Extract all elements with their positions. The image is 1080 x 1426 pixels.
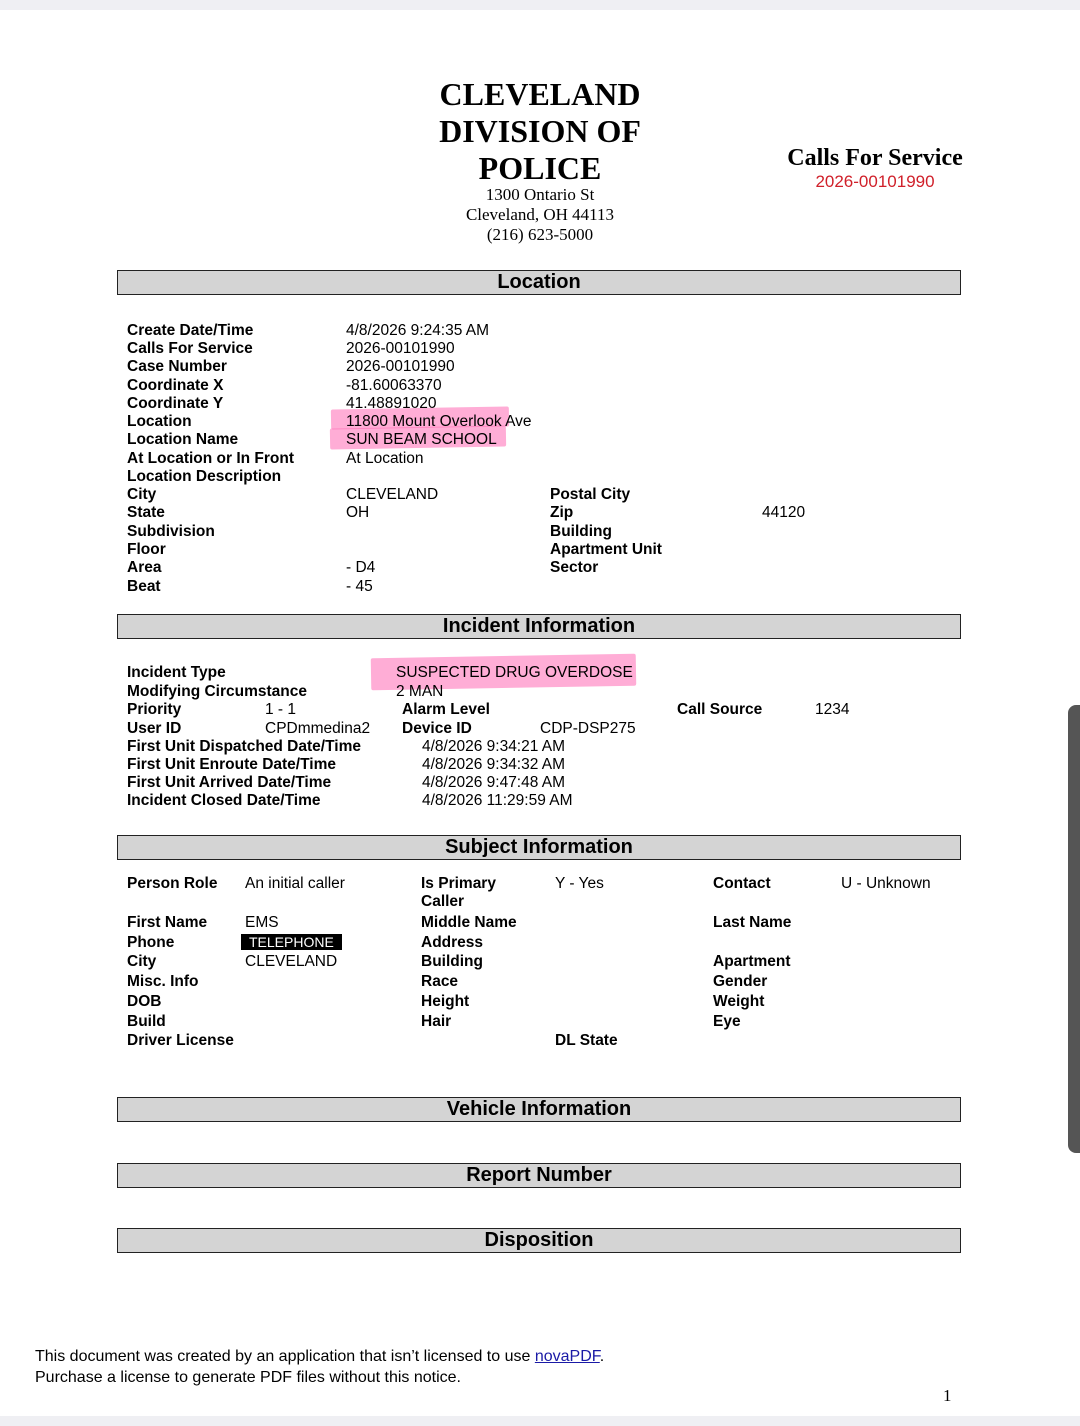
section-subject: Subject Information [117, 835, 961, 860]
label-apartment: Apartment [713, 953, 791, 970]
phone-number: (216) 623-5000 [486, 225, 594, 244]
value-calls-for-service: 2026-00101990 [346, 340, 455, 357]
value-closed: 4/8/2026 11:29:59 AM [422, 792, 573, 809]
label-contact: Contact [713, 875, 771, 892]
label-coordinate-y: Coordinate Y [127, 395, 224, 412]
label-at-location: At Location or In Front [127, 450, 295, 467]
label-user-id: User ID [127, 720, 182, 737]
value-location: 11800 Mount Overlook Ave [346, 413, 532, 430]
label-incident-type: Incident Type [127, 664, 226, 681]
value-person-role: An initial caller [245, 875, 345, 892]
label-location-name: Location Name [127, 431, 239, 448]
org-line3: POLICE [478, 150, 602, 186]
value-phone-redacted [241, 933, 342, 952]
label-gender: Gender [713, 973, 768, 990]
label-enroute: First Unit Enroute Date/Time [127, 756, 336, 773]
label-misc-info: Misc. Info [127, 973, 199, 990]
license-notice-text: This document was created by an application that isn’t licensed to use [35, 1348, 535, 1365]
value-arrived: 4/8/2026 9:47:48 AM [422, 774, 566, 791]
section-location: Location [117, 270, 961, 295]
value-create-datetime: 4/8/2026 9:24:35 AM [346, 322, 490, 339]
value-user-id: CPDmmedina2 [265, 720, 371, 737]
label-person-role: Person Role [127, 875, 218, 892]
value-enroute: 4/8/2026 9:34:32 AM [422, 756, 566, 773]
value-city: CLEVELAND [346, 486, 439, 503]
value-at-location: At Location [346, 450, 424, 467]
license-notice-line1 [35, 1346, 604, 1367]
value-modifying-circumstance: 2 MAN [396, 683, 444, 700]
novapdf-link[interactable]: novaPDF [534, 1348, 600, 1365]
value-subject-city: CLEVELAND [245, 953, 338, 970]
label-subject-city: City [127, 953, 157, 970]
label-location-description: Location Description [127, 468, 282, 485]
label-weight: Weight [713, 993, 765, 1010]
label-subdivision: Subdivision [127, 523, 215, 540]
license-notice-period: . [599, 1348, 605, 1365]
value-beat: - 45 [346, 578, 373, 595]
label-first-name: First Name [127, 914, 208, 931]
label-building: Building [550, 523, 612, 540]
document-title: Calls For Service [787, 145, 963, 171]
label-device-id: Device ID [402, 720, 472, 737]
label-area: Area [127, 559, 162, 576]
section-disposition: Disposition [117, 1228, 961, 1253]
label-calls-for-service: Calls For Service [127, 340, 253, 357]
value-first-name: EMS [245, 914, 279, 931]
label-zip: Zip [550, 504, 574, 521]
section-incident: Incident Information [117, 614, 961, 639]
label-hair: Hair [421, 1013, 452, 1030]
section-vehicle: Vehicle Information [117, 1097, 961, 1122]
label-postal-city: Postal City [550, 486, 631, 503]
label-dob: DOB [127, 993, 162, 1010]
label-priority: Priority [127, 701, 182, 718]
label-coordinate-x: Coordinate X [127, 377, 224, 394]
label-is-primary: Is Primary [421, 875, 496, 892]
org-line2: DIVISION OF [439, 113, 641, 149]
value-zip: 44120 [762, 504, 806, 521]
label-driver-license: Driver License [127, 1032, 234, 1049]
label-middle-name: Middle Name [421, 914, 517, 931]
page-number: 1 [943, 1386, 952, 1405]
label-create-datetime: Create Date/Time [127, 322, 254, 339]
address-line1: 1300 Ontario St [485, 185, 595, 204]
label-alarm-level: Alarm Level [402, 701, 490, 718]
org-name [380, 76, 700, 187]
label-is-primary-caller: Caller [421, 893, 465, 910]
label-build: Build [127, 1013, 166, 1030]
label-phone: Phone [127, 934, 175, 951]
label-height: Height [421, 993, 470, 1010]
org-line1: CLEVELAND [439, 76, 641, 112]
scrollbar[interactable] [1068, 705, 1080, 1153]
value-case-number: 2026-00101990 [346, 358, 455, 375]
value-state: OH [346, 504, 370, 521]
value-coordinate-x: -81.60063370 [346, 377, 442, 394]
label-eye: Eye [713, 1013, 741, 1030]
label-arrived: First Unit Arrived Date/Time [127, 774, 332, 791]
document-number: 2026-00101990 [815, 172, 935, 191]
label-city: City [127, 486, 157, 503]
label-closed: Incident Closed Date/Time [127, 792, 321, 809]
label-sector: Sector [550, 559, 599, 576]
value-area: - D4 [346, 559, 376, 576]
label-case-number: Case Number [127, 358, 227, 375]
label-modifying-circumstance: Modifying Circumstance [127, 683, 307, 700]
label-floor: Floor [127, 541, 166, 558]
label-beat: Beat [127, 578, 161, 595]
value-contact: U - Unknown [841, 875, 931, 892]
label-call-source: Call Source [677, 701, 763, 718]
label-location: Location [127, 413, 192, 430]
document-page [0, 10, 1080, 1416]
section-report-number: Report Number [117, 1163, 961, 1188]
value-call-source: 1234 [815, 701, 850, 718]
label-dispatched: First Unit Dispatched Date/Time [127, 738, 361, 755]
label-apartment-unit: Apartment Unit [550, 541, 662, 558]
license-notice-line2: Purchase a license to generate PDF files without this notice. [35, 1369, 461, 1386]
value-incident-type: SUSPECTED DRUG OVERDOSE [396, 664, 633, 681]
label-dl-state: DL State [555, 1032, 618, 1049]
label-subject-building: Building [421, 953, 483, 970]
address-line2: Cleveland, OH 44113 [465, 205, 615, 224]
label-address: Address [421, 934, 484, 951]
value-device-id: CDP-DSP275 [540, 720, 636, 737]
value-coordinate-y: 41.48891020 [346, 395, 437, 412]
value-location-name: SUN BEAM SCHOOL [346, 431, 497, 448]
value-dispatched: 4/8/2026 9:34:21 AM [422, 738, 566, 755]
label-state: State [127, 504, 165, 521]
label-last-name: Last Name [713, 914, 792, 931]
value-is-primary: Y - Yes [555, 875, 604, 892]
value-priority: 1 - 1 [265, 701, 297, 718]
label-race: Race [421, 973, 459, 990]
redaction-bar: TELEPHONE [241, 934, 342, 950]
